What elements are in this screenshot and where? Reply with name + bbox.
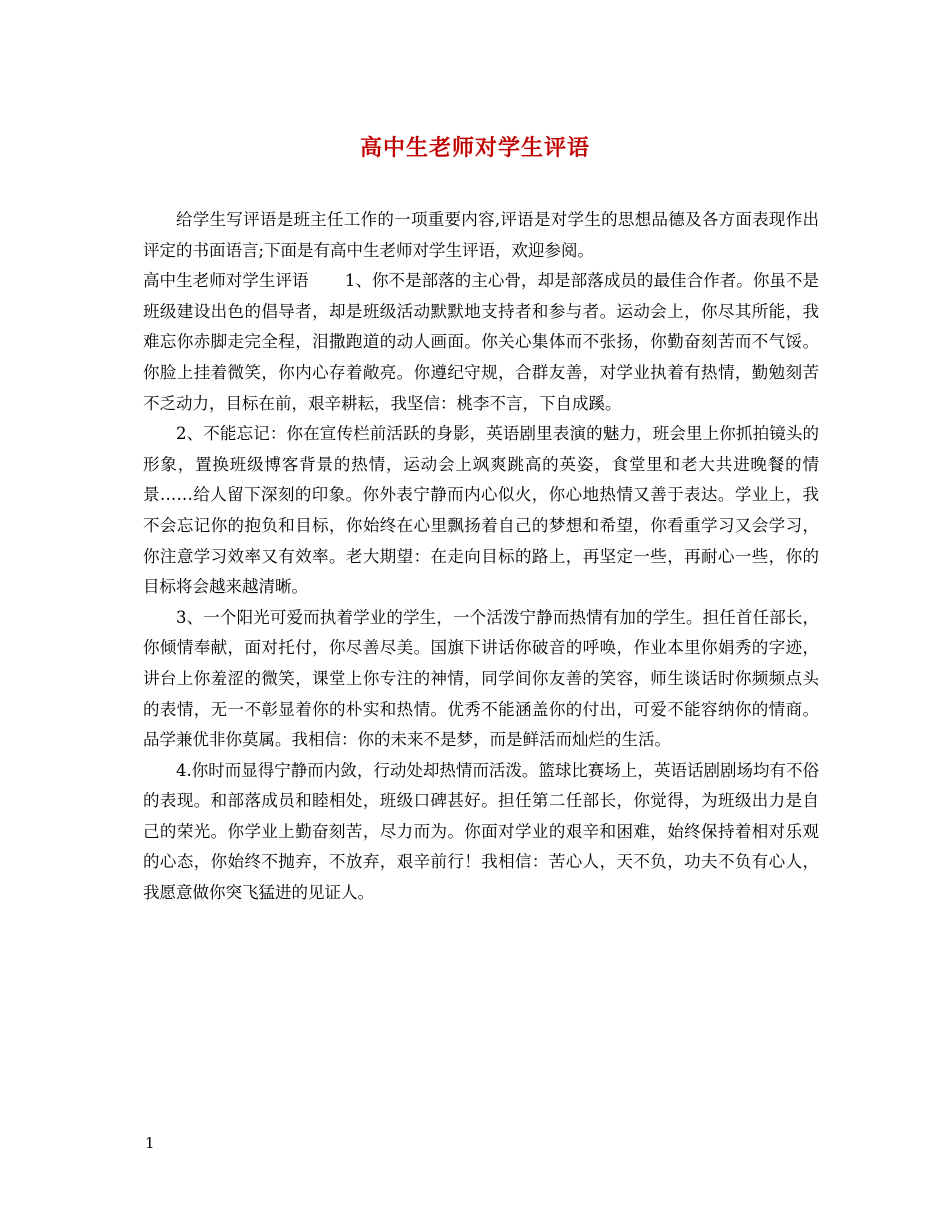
section-heading: 高中生老师对学生评语 [143,271,309,291]
comment-paragraph-4: 4.你时而显得宁静而内敛，行动处却热情而活泼。篮球比赛场上，英语话剧剧场均有不俗的表现。和部落成员和睦相处，班级口碑甚好。担任第二任部长，你觉得，为班级出力是自己的荣光。你学业上勤奋刻苦，尽力而为。你面对学业的艰辛和困难，始终保持着相对乐观的心态，你始终不抛弃，不放弃，艰辛前行！我相信：苦心人，天不负，功夫不负有心人，我愿意做你突飞猛进的见证人。 [143,760,819,903]
intro-paragraph: 给学生写评语是班主任工作的一项重要内容,评语是对学生的思想品德及各方面表现作出评定的书面语言;下面是有高中生老师对学生评语，欢迎参阅。 [143,210,819,260]
comment-paragraph-2: 2、不能忘记：你在宣传栏前活跃的身影，英语剧里表演的魅力，班会里上你抓拍镜头的形象，置换班级博客背景的热情，运动会上飒爽跳高的英姿，食堂里和老大共进晚餐的情景……给人留下深刻的印象。你外表宁静而内心似火，你心地热情又善于表达。学业上，我不会忘记你的抱负和目标，你始终在心里飘扬着自己的梦想和希望，你看重学习又会学习，你注意学习效率又有效率。老大期望：在走向目标的路上，再坚定一些，再耐心一些，你的目标将会越来越清晰。 [143,424,819,597]
document-title: 高中生老师对学生评语 [359,135,590,161]
document-body [143,205,819,909]
page-number: 1 [145,1134,155,1152]
comment-paragraph-1 [143,266,819,419]
comment-paragraph-3: 3、一个阳光可爱而执着学业的学生，一个活泼宁静而热情有加的学生。担任首任部长，你倾情奉献，面对托付，你尽善尽美。国旗下讲话你破音的呼唤，作业本里你娟秀的字迹，讲台上你羞涩的微笑，课堂上你专注的神情，同学间你友善的笑容，师生谈话时你频频点头的表情，无一不彰显着你的朴实和热情。优秀不能涵盖你的付出，可爱不能容纳你的情商。品学兼优非你莫属。我相信：你的未来不是梦，而是鲜活而灿烂的生活。 [143,607,819,750]
comment-text-1: 1、你不是部落的主心骨，却是部落成员的最佳合作者。你虽不是班级建设出色的倡导者，却是班级活动默默地支持者和参与者。运动会上，你尽其所能，我难忘你赤脚走完全程，泪撒跑道的动人画面。你关心集体而不张扬，你勤奋刻苦而不气馁。你脸上挂着微笑，你内心存着敞亮。你遵纪守规，合群友善，对学业执着有热情，勤勉刻苦不乏动力，目标在前，艰辛耕耘，我坚信：桃李不言，下自成蹊。 [143,271,820,413]
